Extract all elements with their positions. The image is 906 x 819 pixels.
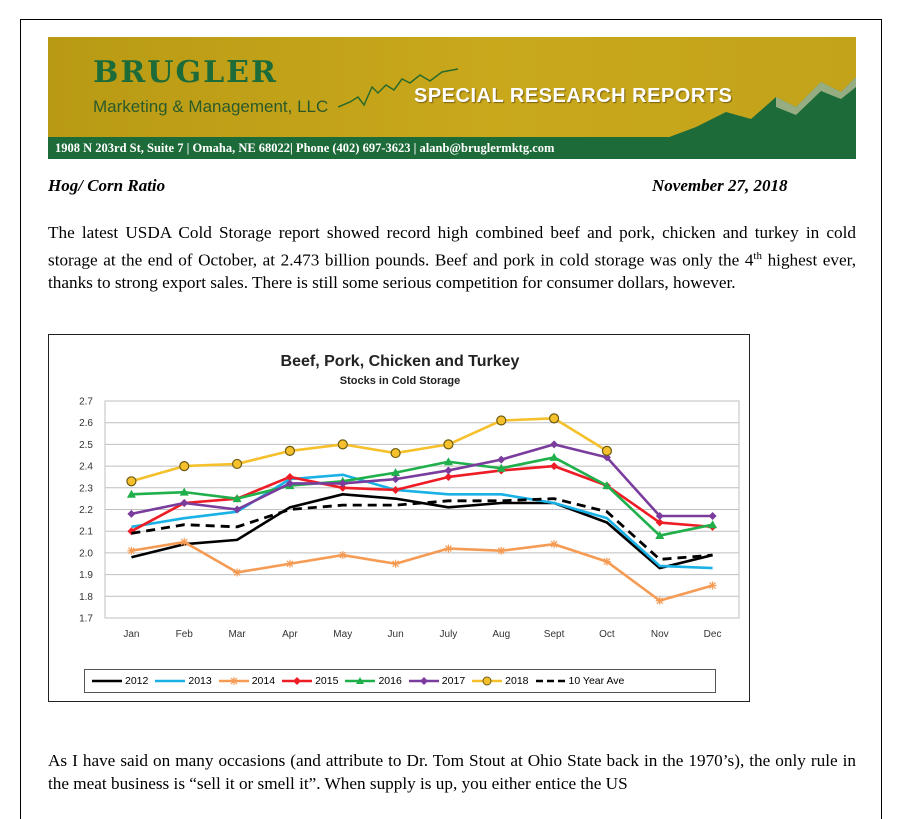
banner-title: SPECIAL RESEARCH REPORTS <box>414 85 733 107</box>
legend-item-10-year-ave <box>535 675 625 687</box>
point-2014 <box>550 540 558 548</box>
x-tick-label: Sept <box>543 629 565 640</box>
point-2018 <box>444 440 453 449</box>
intro-sup: th <box>753 249 762 262</box>
point-2014 <box>339 551 347 559</box>
point-2017 <box>392 475 400 483</box>
legend-item-2018 <box>471 675 528 687</box>
legend-item-2016 <box>344 675 401 687</box>
point-2018 <box>180 462 189 471</box>
point-2014 <box>392 560 400 568</box>
chart-subtitle: Stocks in Cold Storage <box>339 375 461 387</box>
report-date: November 27, 2018 <box>652 176 788 195</box>
y-tick-label: 1.8 <box>79 591 93 603</box>
point-2014 <box>709 581 717 589</box>
legend-swatch <box>91 675 123 687</box>
series-line-2014 <box>131 542 712 601</box>
report-topic: Hog/ Corn Ratio <box>48 176 166 195</box>
point-2018 <box>127 477 136 486</box>
legend-label: 2014 <box>251 675 276 687</box>
x-tick-label: July <box>439 629 458 640</box>
y-tick-label: 2.4 <box>79 461 93 473</box>
point-2014 <box>180 538 188 546</box>
series-line-2016 <box>131 457 712 535</box>
intro-text-a: The latest USDA Cold Storage report showed record high combined beef and pork, chicken and turkey in cold storage at the end of October, at 2.473 billion pounds. Beef and pork in cold storage was only the 4 <box>48 223 856 270</box>
legend-label: 10 Year Ave <box>568 675 625 687</box>
point-2018 <box>285 446 294 455</box>
y-tick-label: 2.2 <box>79 505 93 516</box>
chart-canvas <box>49 335 751 703</box>
legend-swatch <box>535 675 567 687</box>
legend-swatch <box>218 675 250 687</box>
legend-label: 2013 <box>188 675 212 687</box>
legend-swatch <box>344 675 376 687</box>
legend-swatch <box>471 675 503 687</box>
header-banner <box>48 37 856 159</box>
point-2018 <box>497 416 506 425</box>
point-2018 <box>338 440 347 449</box>
chart-title: Beef, Pork, Chicken and Turkey <box>280 353 520 370</box>
brand-logo: BRUGLER <box>93 55 278 90</box>
point-2018 <box>550 414 559 423</box>
y-tick-label: 2.7 <box>79 396 93 408</box>
y-tick-label: 2.0 <box>79 548 93 560</box>
series-line-2013 <box>131 475 712 568</box>
legend-label: 2012 <box>125 675 149 687</box>
point-2014 <box>656 597 664 605</box>
y-tick-label: 2.6 <box>79 418 93 430</box>
y-tick-label: 1.7 <box>79 613 93 625</box>
point-2015 <box>550 462 558 470</box>
point-2018 <box>602 446 611 455</box>
point-2017 <box>550 440 558 448</box>
x-tick-label: Feb <box>175 629 193 640</box>
point-2015 <box>392 486 400 494</box>
x-tick-label: Aug <box>492 629 511 640</box>
contact-bar: 1908 N 203rd St, Suite 7 | Omaha, NE 68022| Phone (402) 697-3623 | alanb@bruglermktg.com <box>48 137 856 159</box>
legend-label: 2018 <box>505 675 529 687</box>
point-2014 <box>497 547 505 555</box>
legend-label: 2017 <box>441 675 466 687</box>
legend-item-2014 <box>218 675 275 687</box>
intro-text-b: highest ever, thanks to strong export sales. There is still some serious competition for consumer dollars, however. <box>48 250 856 292</box>
second-paragraph: As I have said on many occasions (and attribute to Dr. Tom Stout at Ohio State back in the 1970’s), the only rule in the meat business is “sell it or smell it”. When supply is up, you either entice the US <box>48 751 856 793</box>
point-2018 <box>233 459 242 468</box>
series-line-2017 <box>131 444 712 516</box>
point-2014 <box>127 547 135 555</box>
point-2017 <box>444 466 452 474</box>
y-tick-label: 2.3 <box>79 483 93 495</box>
legend-item-2015 <box>281 675 338 687</box>
point-2017 <box>709 512 717 520</box>
legend-item-2017 <box>408 675 465 687</box>
chart-legend <box>84 669 716 693</box>
brand-subtitle: Marketing & Management, LLC <box>93 97 329 116</box>
x-tick-label: Nov <box>650 629 669 640</box>
point-2017 <box>497 456 505 464</box>
x-tick-label: Oct <box>599 629 615 640</box>
point-2018 <box>391 449 400 458</box>
point-2014 <box>444 545 452 553</box>
cold-storage-chart <box>48 334 750 702</box>
x-tick-label: May <box>333 629 353 640</box>
legend-swatch <box>281 675 313 687</box>
point-2014 <box>233 568 241 576</box>
y-tick-label: 1.9 <box>79 570 93 582</box>
legend-swatch <box>154 675 186 687</box>
y-tick-label: 2.1 <box>79 526 93 538</box>
legend-label: 2016 <box>378 675 402 687</box>
x-tick-label: Jun <box>387 629 404 640</box>
y-tick-label: 2.5 <box>79 439 93 451</box>
legend-swatch <box>408 675 440 687</box>
legend-item-2013 <box>154 675 211 687</box>
intro-paragraph <box>48 222 856 295</box>
point-2017 <box>127 510 135 518</box>
x-tick-label: Dec <box>703 629 722 640</box>
point-2014 <box>603 558 611 566</box>
point-2014 <box>286 560 294 568</box>
x-tick-label: Jan <box>123 629 140 640</box>
x-tick-label: Apr <box>282 629 298 640</box>
legend-label: 2015 <box>315 675 339 687</box>
x-tick-label: Mar <box>228 629 246 640</box>
legend-item-2012 <box>91 675 148 687</box>
